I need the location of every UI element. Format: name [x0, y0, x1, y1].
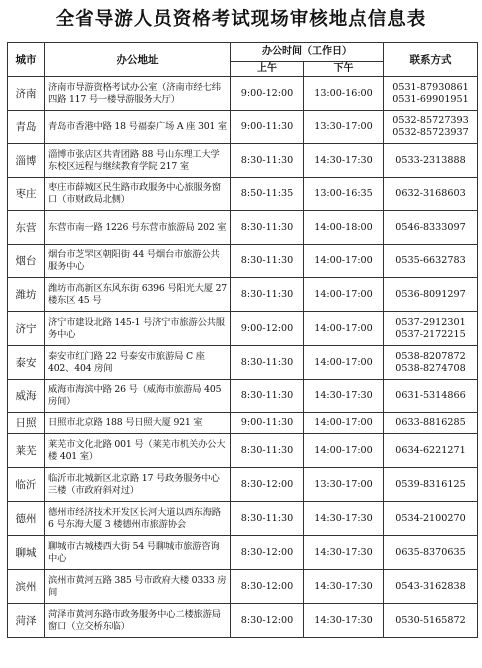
address-cell: 淄博市张店区共青团路 88 号山东理工大学东校区远程与继续教育学院 217 室	[45, 144, 231, 178]
afternoon-hours-cell: 14:00-17:00	[304, 346, 384, 380]
afternoon-hours-cell: 14:30-17:30	[304, 604, 384, 638]
city-cell: 临沂	[8, 468, 45, 502]
table-row	[8, 111, 478, 144]
phone-number: 0533-2313888	[395, 154, 466, 166]
phone-number: 0531-87930861	[392, 81, 469, 93]
phone-number: 0537-2172215	[395, 328, 466, 340]
header-contact: 联系方式	[384, 43, 478, 77]
morning-hours-cell: 8:30-11:30	[231, 380, 304, 413]
contact-cell	[384, 468, 478, 502]
table-row	[8, 468, 478, 502]
city-cell: 莱芜	[8, 434, 45, 468]
city-cell: 日照	[8, 413, 45, 434]
morning-hours-cell: 8:30-11:30	[231, 144, 304, 178]
contact-cell	[384, 178, 478, 211]
address-cell: 青岛市香港中路 18 号福泰广场 A 座 301 室	[45, 111, 231, 144]
phone-number: 0632-3168603	[395, 188, 466, 199]
morning-hours-cell: 8:30-11:30	[231, 434, 304, 468]
morning-hours-cell: 9:00-12:00	[231, 77, 304, 111]
contact-cell	[384, 312, 478, 346]
city-cell: 泰安	[8, 346, 45, 380]
address-cell: 聊城市古城楼西大街 54 号聊城市旅游咨询中心	[45, 536, 231, 570]
header-morning: 上午	[231, 62, 304, 77]
afternoon-hours-cell: 14:00-17:00	[304, 278, 384, 312]
table-row	[8, 312, 478, 346]
morning-hours-cell: 8:30-11:30	[231, 278, 304, 312]
afternoon-hours-cell: 14:00-17:00	[304, 413, 384, 434]
afternoon-hours-cell: 14:00-17:00	[304, 245, 384, 278]
contact-cell	[384, 144, 478, 178]
city-cell: 烟台	[8, 245, 45, 278]
address-cell: 威海市海滨中路 26 号（威海市旅游局 405 房间）	[45, 380, 231, 413]
morning-hours-cell: 9:00-11:30	[231, 413, 304, 434]
afternoon-hours-cell: 14:30-17:30	[304, 570, 384, 604]
phone-number: 0546-8333097	[395, 221, 466, 233]
table-row	[8, 434, 478, 468]
phone-number: 0531-69901951	[392, 93, 469, 105]
address-cell: 泰安市红门路 22 号泰安市旅游局 C 座 402、404 房间	[45, 346, 231, 380]
morning-hours-cell: 8:30-11:30	[231, 211, 304, 245]
phone-number: 0532-85727393	[392, 115, 469, 126]
afternoon-hours-cell: 14:00-17:00	[304, 312, 384, 346]
phone-number: 0538-8207872	[395, 350, 466, 362]
contact-cell	[384, 413, 478, 434]
city-cell: 东营	[8, 211, 45, 245]
afternoon-hours-cell: 14:30-17:30	[304, 144, 384, 178]
contact-cell	[384, 536, 478, 570]
afternoon-hours-cell: 14:00-17:00	[304, 434, 384, 468]
address-cell: 烟台市芝罘区朝阳街 44 号烟台市旅游公共服务中心	[45, 245, 231, 278]
address-cell: 莱芜市文化北路 001 号（莱芜市机关办公大楼 401 室）	[45, 434, 231, 468]
city-cell: 潍坊	[8, 278, 45, 312]
table-row	[8, 380, 478, 413]
header-afternoon: 下午	[304, 62, 384, 77]
table-row	[8, 604, 478, 638]
table-row	[8, 77, 478, 111]
city-cell: 滨州	[8, 570, 45, 604]
table-row	[8, 502, 478, 536]
contact-cell	[384, 380, 478, 413]
contact-cell	[384, 278, 478, 312]
city-cell: 德州	[8, 502, 45, 536]
contact-cell	[384, 211, 478, 245]
table-header-row	[8, 43, 478, 62]
phone-number: 0537-2912301	[395, 316, 466, 328]
contact-cell	[384, 570, 478, 604]
morning-hours-cell: 8:30-11:30	[231, 502, 304, 536]
address-cell: 滨州市黄河五路 385 号市政府大楼 0333 房间	[45, 570, 231, 604]
table-row	[8, 536, 478, 570]
afternoon-hours-cell: 14:00-18:00	[304, 211, 384, 245]
address-cell: 济宁市建设北路 145-1 号济宁市旅游公共服务中心	[45, 312, 231, 346]
address-cell: 东营市南一路 1226 号东营市旅游局 202 室	[45, 211, 231, 245]
phone-number: 0534-2100270	[395, 512, 466, 524]
phone-number: 0543-3162838	[395, 580, 466, 592]
contact-cell	[384, 346, 478, 380]
inspection-sites-table	[7, 42, 478, 638]
header-address: 办公地址	[45, 43, 231, 77]
table-row	[8, 570, 478, 604]
table-row	[8, 178, 478, 211]
city-cell: 枣庄	[8, 178, 45, 211]
afternoon-hours-cell: 14:30-17:30	[304, 502, 384, 536]
document-title: 全省导游人员资格考试现场审核地点信息表	[55, 9, 427, 30]
afternoon-hours-cell: 13:30-17:00	[304, 111, 384, 144]
morning-hours-cell: 8:30-12:00	[231, 536, 304, 570]
afternoon-hours-cell: 14:30-17:30	[304, 380, 384, 413]
table-row	[8, 144, 478, 178]
contact-cell	[384, 77, 478, 111]
city-cell: 济宁	[8, 312, 45, 346]
table-row	[8, 278, 478, 312]
table-row	[8, 245, 478, 278]
city-cell: 淄博	[8, 144, 45, 178]
table-row	[8, 346, 478, 380]
address-cell: 枣庄市薛城区民生路市政服务中心旅服务窗口（市财政局北侧）	[45, 178, 231, 211]
afternoon-hours-cell: 13:30-17:00	[304, 468, 384, 502]
phone-number: 0536-8091297	[395, 288, 466, 300]
contact-cell	[384, 434, 478, 468]
phone-number: 0535-6632783	[395, 255, 466, 266]
address-cell: 临沂市北城新区北京路 17 号政务服务中心三楼（市政府斜对过）	[45, 468, 231, 502]
city-cell: 济南	[8, 77, 45, 111]
phone-number: 0635-8370635	[395, 546, 466, 558]
morning-hours-cell: 8:30-11:30	[231, 346, 304, 380]
morning-hours-cell: 8:30-11:30	[231, 245, 304, 278]
contact-cell	[384, 111, 478, 144]
contact-cell	[384, 502, 478, 536]
afternoon-hours-cell: 14:30-17:30	[304, 536, 384, 570]
phone-number: 0633-8816285	[395, 417, 466, 428]
afternoon-hours-cell: 13:00-16:35	[304, 178, 384, 211]
contact-cell	[384, 245, 478, 278]
address-cell: 潍坊市高新区东风东街 6396 号阳光大厦 27 楼东区 45 号	[45, 278, 231, 312]
table-row	[8, 413, 478, 434]
header-office-time: 办公时间（工作日）	[231, 43, 384, 62]
phone-number: 0532-85723937	[392, 127, 469, 138]
phone-number: 0634-6221271	[395, 444, 466, 456]
morning-hours-cell: 8:30-12:00	[231, 604, 304, 638]
city-cell: 菏泽	[8, 604, 45, 638]
phone-number: 0530-5165872	[395, 614, 466, 626]
phone-number: 0631-5314866	[395, 390, 466, 401]
morning-hours-cell: 8:50-11:35	[231, 178, 304, 211]
afternoon-hours-cell: 13:00-16:00	[304, 77, 384, 111]
address-cell: 济南市导游资格考试办公室（济南市经七纬四路 117 号一楼导游服务大厅）	[45, 77, 231, 111]
city-cell: 青岛	[8, 111, 45, 144]
address-cell: 菏泽市黄河东路市政务服务中心二楼旅游局窗口（立交桥东临）	[45, 604, 231, 638]
phone-number: 0538-8274708	[395, 362, 466, 374]
morning-hours-cell: 8:30-12:00	[231, 570, 304, 604]
table-row	[8, 211, 478, 245]
phone-number: 0539-8316125	[395, 478, 466, 490]
city-cell: 威海	[8, 380, 45, 413]
contact-cell	[384, 604, 478, 638]
address-cell: 日照市北京路 188 号日照大厦 921 室	[45, 413, 231, 434]
morning-hours-cell: 9:00-11:30	[231, 111, 304, 144]
address-cell: 德州市经济技术开发区长河大道以西东海路 6 号东海大厦 3 楼德州市旅游协会	[45, 502, 231, 536]
morning-hours-cell: 9:00-12:00	[231, 312, 304, 346]
header-city: 城市	[8, 43, 45, 77]
morning-hours-cell: 8:30-12:00	[231, 468, 304, 502]
table-body	[8, 77, 478, 638]
city-cell: 聊城	[8, 536, 45, 570]
